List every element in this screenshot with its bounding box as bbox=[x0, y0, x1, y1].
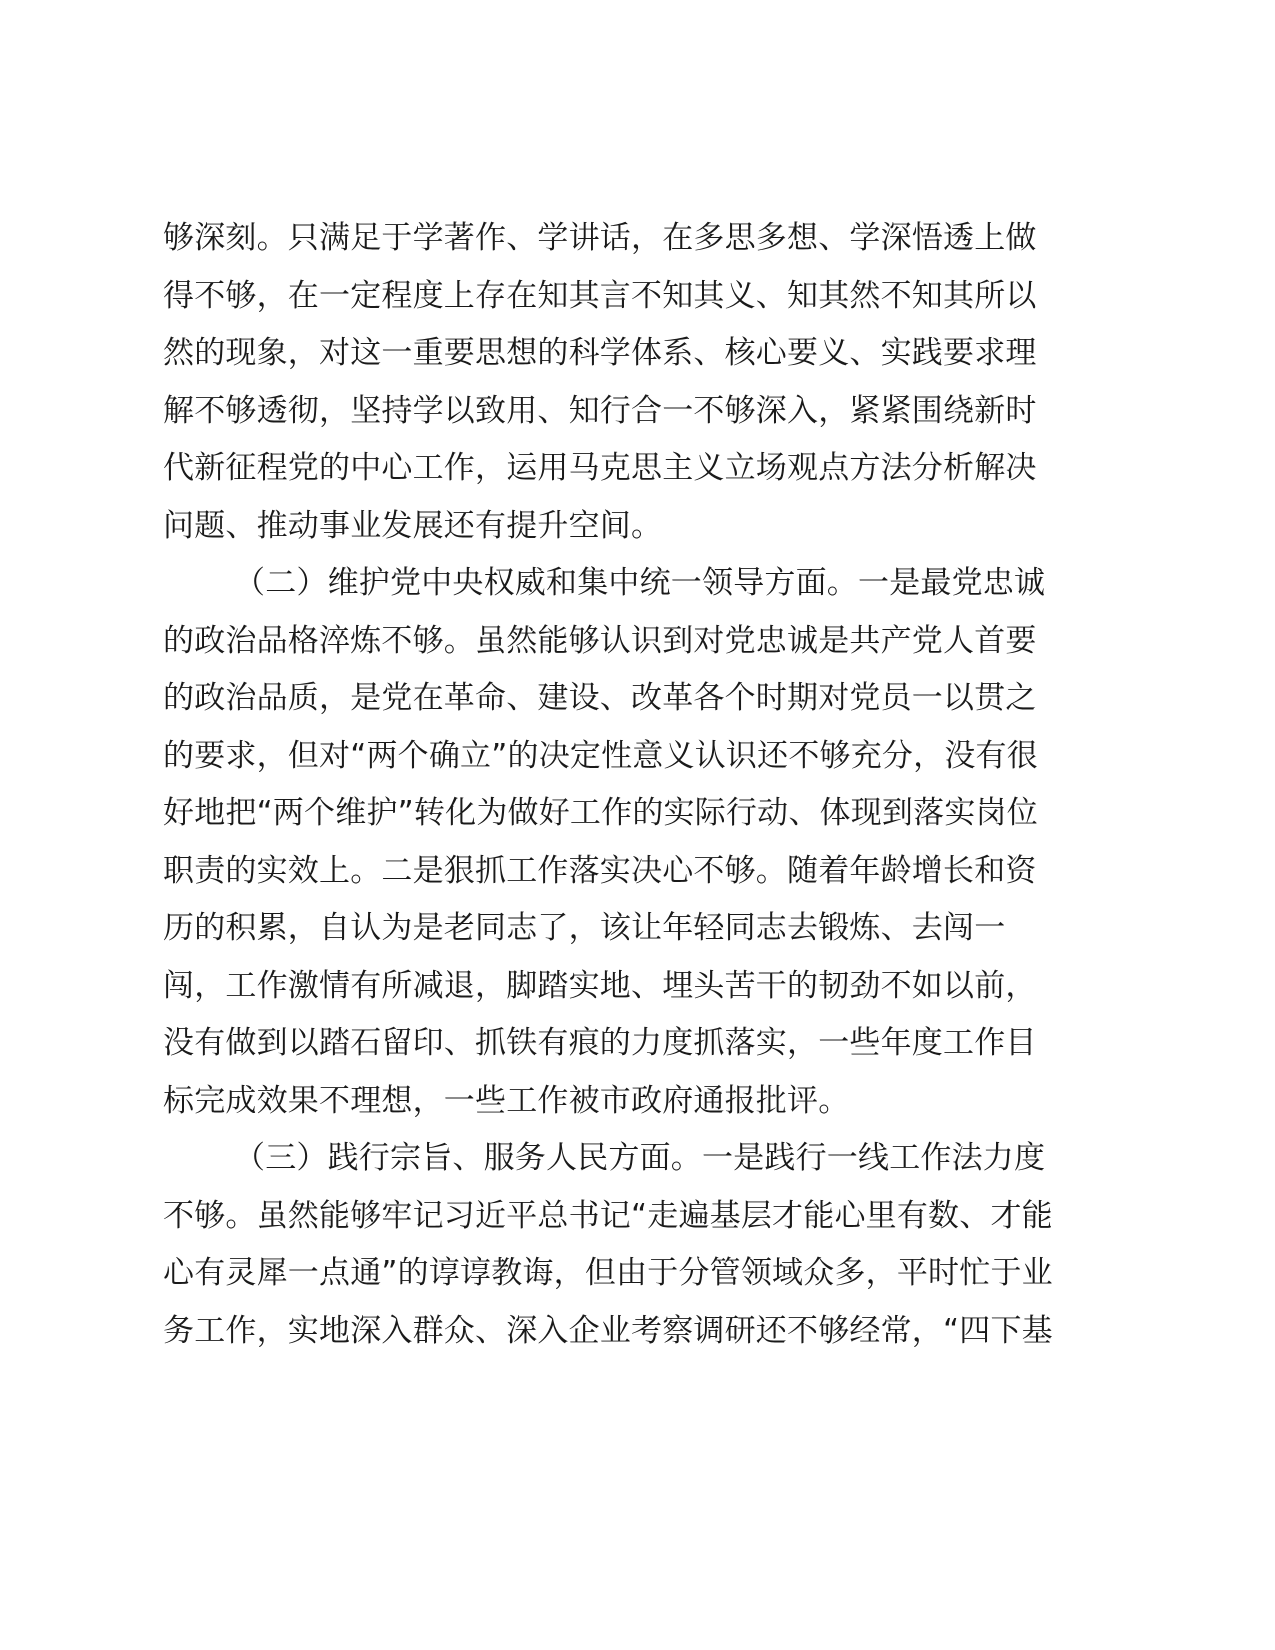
text-line: 不够。虽然能够牢记习近平总书记“走遍基层才能心里有数、才能 bbox=[163, 1197, 1053, 1234]
text-line: 然的现象，对这一重要思想的科学体系、核心要义、实践要求理 bbox=[163, 335, 1037, 371]
section-heading-line: （二）维护党中央权威和集中统一领导方面。一是最党忠诚 bbox=[234, 565, 1046, 601]
section-heading-line: （三）践行宗旨、服务人民方面。一是践行一线工作法力度 bbox=[234, 1140, 1046, 1176]
text-line: 的政治品格淬炼不够。虽然能够认识到对党忠诚是共产党人首要 bbox=[163, 622, 1037, 659]
text-line: 没有做到以踏石留印、抓铁有痕的力度抓落实，一些年度工作目 bbox=[163, 1025, 1037, 1061]
text-line: 务工作，实地深入群众、深入企业考察调研还不够经常，“四下基 bbox=[163, 1312, 1053, 1349]
text-line: 的政治品质，是党在革命、建设、改革各个时期对党员一以贯之 bbox=[163, 680, 1037, 716]
text-line: 得不够，在一定程度上存在知其言不知其义、知其然不知其所以 bbox=[163, 277, 1037, 314]
text-line: 问题、推动事业发展还有提升空间。 bbox=[163, 507, 663, 544]
document-body bbox=[163, 210, 1103, 1360]
text-line: 解不够透彻，坚持学以致用、知行合一不够深入，紧紧围绕新时 bbox=[163, 392, 1037, 429]
text-line: 够深刻。只满足于学著作、学讲话，在多思多想、学深悟透上做 bbox=[163, 220, 1037, 256]
text-line: 职责的实效上。二是狠抓工作落实决心不够。随着年龄增长和资 bbox=[163, 852, 1037, 889]
text-line: 闯，工作激情有所减退，脚踏实地、埋头苦干的韧劲不如以前， bbox=[163, 967, 1037, 1004]
text-line: 好地把“两个维护”转化为做好工作的实际行动、体现到落实岗位 bbox=[163, 795, 1038, 831]
text-line: 历的积累，自认为是老同志了，该让年轻同志去锻炼、去闯一 bbox=[163, 910, 1006, 946]
text-line: 代新征程党的中心工作，运用马克思主义立场观点方法分析解决 bbox=[163, 450, 1037, 486]
text-line: 心有灵犀一点通”的谆谆教诲，但由于分管领域众多，平时忙于业 bbox=[163, 1255, 1053, 1291]
text-line: 标完成效果不理想，一些工作被市政府通报批评。 bbox=[163, 1082, 850, 1119]
text-line: 的要求，但对“两个确立”的决定性意义认识还不够充分，没有很 bbox=[163, 737, 1038, 774]
